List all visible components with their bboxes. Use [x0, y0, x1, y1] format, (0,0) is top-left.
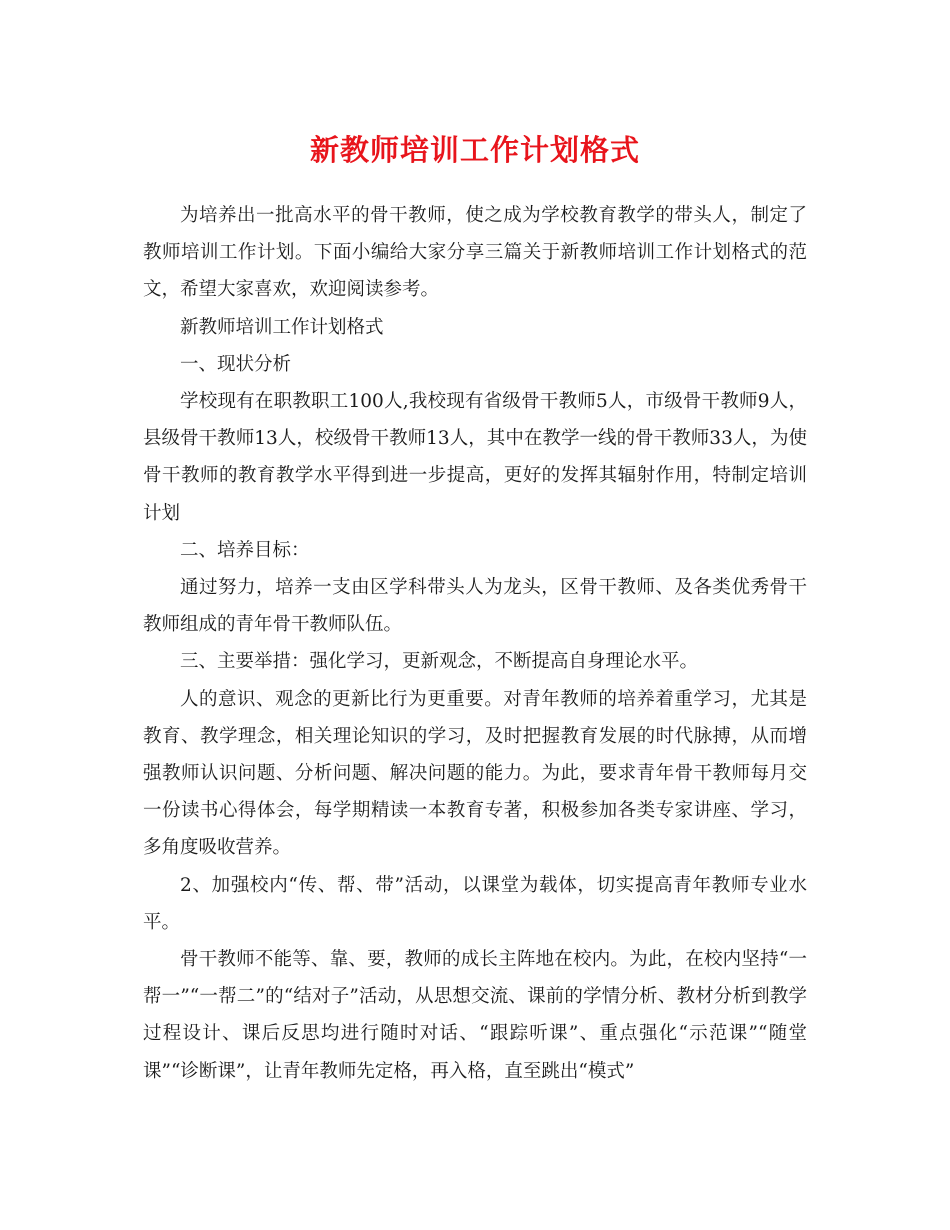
paragraph-status: 学校现有在职教职工100人,我校现有省级骨干教师5人，市级骨干教师9人，县级骨干教师13人，校级骨干教师13人，其中在教学一线的骨干教师33人，为使骨干教师的教育教学水平得到进一步提高，更好的发挥其辐射作用，特制定培训计划: [143, 391, 807, 524]
section-heading-measures: 三、主要举措：强化学习，更新观念，不断提高自身理论水平。: [180, 651, 699, 673]
section-heading-status: 一、现状分析: [180, 353, 292, 375]
paragraph-measures: 人的意识、观念的更新比行为更重要。对青年教师的培养着重学习，尤其是教育、教学理念，相关理论知识的学习，及时把握教育发展的时代脉搏，从而增强教师认识问题、分析问题、解决问题的能力。为此，要求青年骨干教师每月交一份读书心得体会，每学期精读一本教育专著，积极参加各类专家讲座、学习，多角度吸收营养。: [143, 688, 807, 859]
paragraph-intro: 为培养出一批高水平的骨干教师，使之成为学校教育教学的带头人，制定了教师培训工作计划。下面小编给大家分享三篇关于新教师培训工作计划格式的范文，希望大家喜欢，欢迎阅读参考。: [143, 205, 807, 301]
paragraph-mentoring: 骨干教师不能等、靠、要，教师的成长主阵地在校内。为此，在校内坚持“一帮一”“一帮二”的“结对子”活动，从思想交流、课前的学情分析、教材分析到教学过程设计、课后反思均进行随时对话、“跟踪听课”、重点强化“示范课”“随堂课”“诊断课”，让青年教师先定格，再入格，直至跳出“模式”: [143, 949, 807, 1082]
paragraph-subtitle: 新教师培训工作计划格式: [180, 316, 384, 338]
paragraph-point-2: 2、加强校内“传、帮、带”活动，以课堂为载体，切实提高青年教师专业水平。: [143, 874, 807, 933]
document-body: [143, 197, 807, 1090]
document-title: 新教师培训工作计划格式: [309, 133, 640, 167]
paragraph-goals: 通过努力，培养一支由区学科带头人为龙头，区骨干教师、及各类优秀骨干教师组成的青年骨干教师队伍。: [143, 577, 807, 636]
section-heading-goals: 二、培养目标：: [180, 539, 310, 561]
